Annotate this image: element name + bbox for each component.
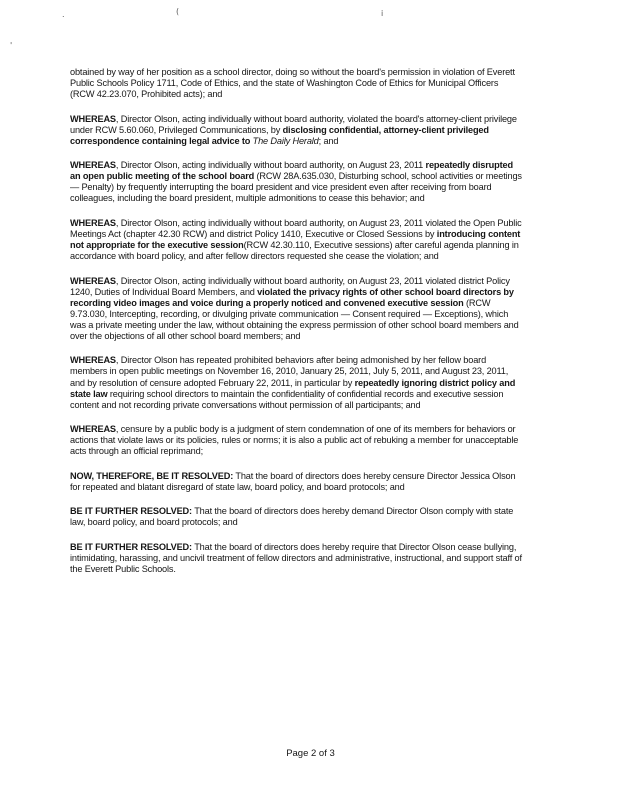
italic-text: The Daily Herald xyxy=(252,135,319,146)
text-run: , Director Olson, acting individually without board authority, on August 23, 2011 violated district Policy 1240, Duties of Individual Board Members, and xyxy=(70,275,510,297)
page-number: Page 2 of 3 xyxy=(286,748,335,759)
text-run: , Director Olson, acting individually without board authority, on August 23, 2011 violated the Open Public Meetings Act (chapter 42.30 RCW) and district Policy 1410, Executive or Closed Sessions by xyxy=(70,217,522,239)
paragraph xyxy=(70,218,522,262)
paragraph xyxy=(70,355,522,410)
bold-text: introducing content not appropriate for the executive session xyxy=(70,228,521,251)
text-run: (RCW 42.30.110, Executive sessions) after careful agenda planning in accordance with board policy, and after fellow directors requested she cease the violation; and xyxy=(70,240,519,262)
bold-text: WHEREAS xyxy=(70,424,116,435)
bold-text: repeatedly ignoring district policy and state law xyxy=(70,377,516,399)
text-run: That the board of directors does hereby require that Director Olson cease bullying, intimidating, harassing, and uncivil treatment of fellow directors and administrative, instructional, and support staff of the Everett Public Schools. xyxy=(70,541,522,574)
paragraph xyxy=(70,424,522,457)
paragraph xyxy=(70,160,522,204)
bold-text: violated the privacy rights of other school board directors by recording video images and voice during a properly noticed and convened executive session xyxy=(70,286,514,308)
scan-mark: ' xyxy=(10,41,13,50)
text-run: (RCW 9.73.030, Intercepting, recording, or divulging private communication — Consent required — Exceptions), which was a private meeting under the law, without obtaining the express permission of other school board members and over the objections of all other school board members; and xyxy=(70,297,519,341)
text-run: requiring school directors to maintain the confidentiality of confidential records and executive session content and not recording private conversations without permission of all participants; and xyxy=(70,388,504,410)
scan-mark: . xyxy=(62,10,65,19)
text-run: That the board of directors does hereby demand Director Olson comply with state law, board policy, and board protocols; and xyxy=(70,506,514,528)
text-run: , Director Olson, acting individually without board authority, violated the board's attorney-client privilege under RCW 5.60.060, Privileged Communications, by xyxy=(70,113,517,135)
text-run: (RCW 28A.635.030, Disturbing school, school activities or meetings — Penalty) by frequently interrupting the board president and vice president even after receiving from board colleagues, including the board president, multiple admonitions to cease this behavior; and xyxy=(70,171,522,204)
bold-text: WHEREAS xyxy=(70,113,116,124)
text-run: obtained by way of her position as a school director, doing so without the board's permission in violation of Everett Public Schools Policy 1711, Code of Ethics, and the state of Washington Code of Ethics for Municipal Officers (RCW 42.23.070, Prohibited acts); and xyxy=(70,67,515,100)
text-run: , Director Olson has repeated prohibited behaviors after being admonished by her fellow board members in open public meetings on November 16, 2010, January 25, 2011, July 5, 2011, and August 23, 2011, and by resolution of censure adopted February 22, 2011, in particular by xyxy=(70,355,509,388)
paragraph xyxy=(70,276,522,343)
text-run: ; and xyxy=(318,135,339,146)
bold-text: WHEREAS xyxy=(70,355,116,366)
bold-text: WHEREAS xyxy=(70,217,116,228)
bold-text: BE IT FURTHER RESOLVED: xyxy=(70,541,192,552)
paragraph xyxy=(70,114,522,147)
scan-mark: i xyxy=(381,9,384,18)
paragraph xyxy=(70,471,522,493)
bold-text: BE IT FURTHER RESOLVED: xyxy=(70,506,192,517)
bold-text: WHEREAS xyxy=(70,160,116,171)
bold-text: NOW, THEREFORE, BE IT RESOLVED: xyxy=(70,470,234,481)
text-run: , censure by a public body is a judgment of stern condemnation of one of its members for behaviors or actions that violate laws or its policies, rules or norms; it is also a public act of rebuking a member for unacceptable acts through an official reprimand; xyxy=(70,424,519,457)
paragraph xyxy=(70,67,522,100)
bold-text: WHEREAS xyxy=(70,275,116,286)
resolution-body xyxy=(70,67,522,588)
text-run: , Director Olson, acting individually without board authority, on August 23, 2011 xyxy=(115,160,426,171)
paragraph xyxy=(70,542,522,575)
bold-text: disclosing confidential, attorney-client privileged correspondence containing legal advice to xyxy=(70,124,489,146)
bold-text: repeatedly disrupted an open public meeting of the school board xyxy=(70,160,513,182)
scan-mark: ( xyxy=(176,7,180,16)
text-run: That the board of directors does hereby censure Director Jessica Olson for repeated and blatant disregard of state law, board policy, and board protocols; and xyxy=(70,470,516,492)
paragraph xyxy=(70,506,522,528)
